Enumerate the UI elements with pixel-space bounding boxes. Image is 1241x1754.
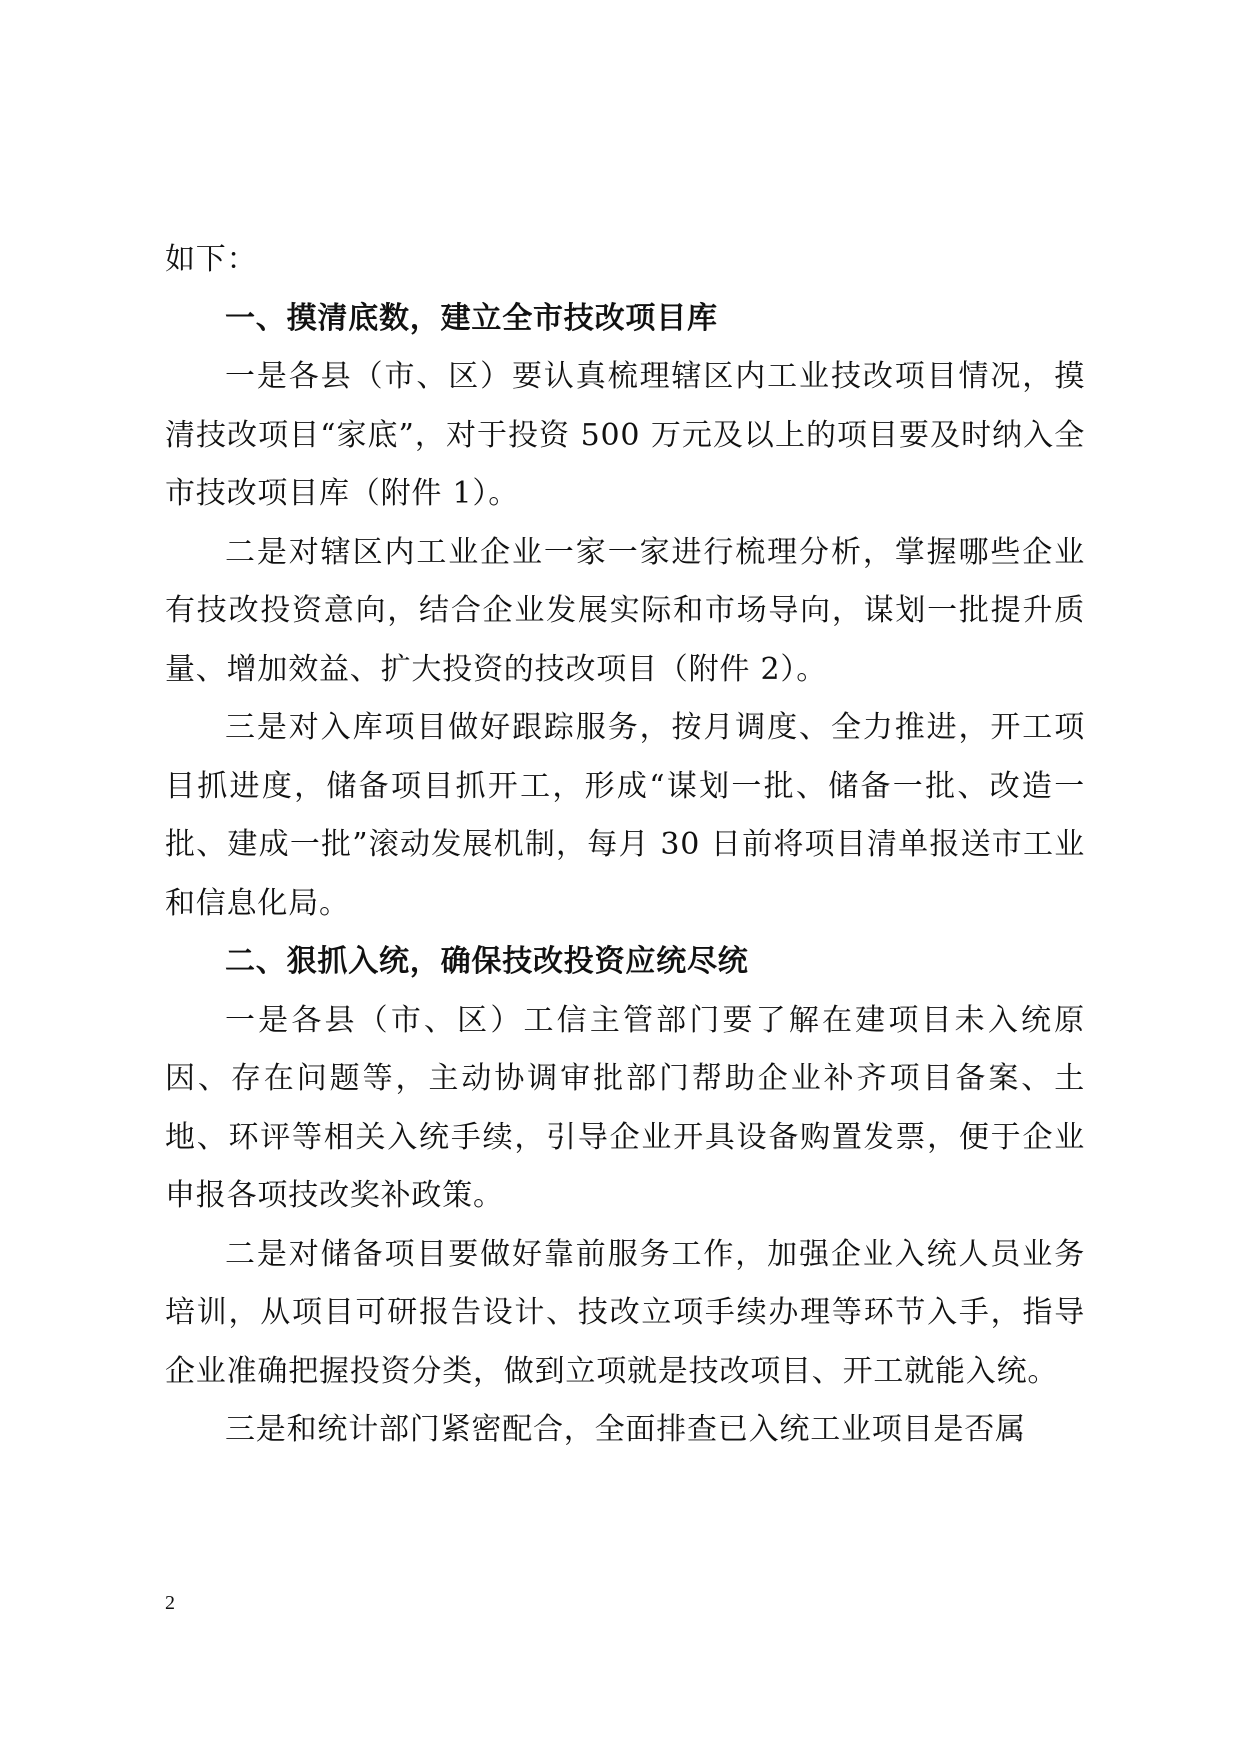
- intro-text: 如下：: [165, 242, 258, 277]
- section2-paragraph-3: 三是和统计部门紧密配合，全面排查已入统工业项目是否属: [225, 1412, 1026, 1447]
- section2-paragraph-1: 一是各县（市、区）工信主管部门要了解在建项目未入统原因、存在问题等，主动协调审批部门帮助企业补齐项目备案、土地、环评等相关入统手续，引导企业开具设备购置发票，便于企业申报各项技改奖补政策。: [165, 1002, 1085, 1213]
- section-heading-2: 二、狠抓入统，确保技改投资应统尽统: [225, 944, 749, 979]
- section-heading-1: 一、摸清底数，建立全市技改项目库: [225, 300, 718, 336]
- page-number: 2: [165, 1592, 175, 1614]
- section1-paragraph-1: 一是各县（市、区）要认真梳理辖区内工业技改项目情况，摸清技改项目“家底”，对于投资 500 万元及以上的项目要及时纳入全市技改项目库（附件 1）。: [165, 359, 1085, 511]
- section1-paragraph-2: 二是对辖区内工业企业一家一家进行梳理分析，掌握哪些企业有技改投资意向，结合企业发展实际和市场导向，谋划一批提升质量、增加效益、扩大投资的技改项目（附件 2）。: [165, 534, 1085, 687]
- document-body: [165, 231, 1085, 1460]
- section1-paragraph-3: 三是对入库项目做好跟踪服务，按月调度、全力推进，开工项目抓进度，储备项目抓开工，形成“谋划一批、储备一批、改造一批、建成一批”滚动发展机制，每月 30 日前将项目清单报送市工业和信息化局。: [165, 710, 1085, 921]
- section2-paragraph-2: 二是对储备项目要做好靠前服务工作，加强企业入统人员业务培训，从项目可研报告设计、技改立项手续办理等环节入手，指导企业准确把握投资分类，做到立项就是技改项目、开工就能入统。: [165, 1236, 1085, 1389]
